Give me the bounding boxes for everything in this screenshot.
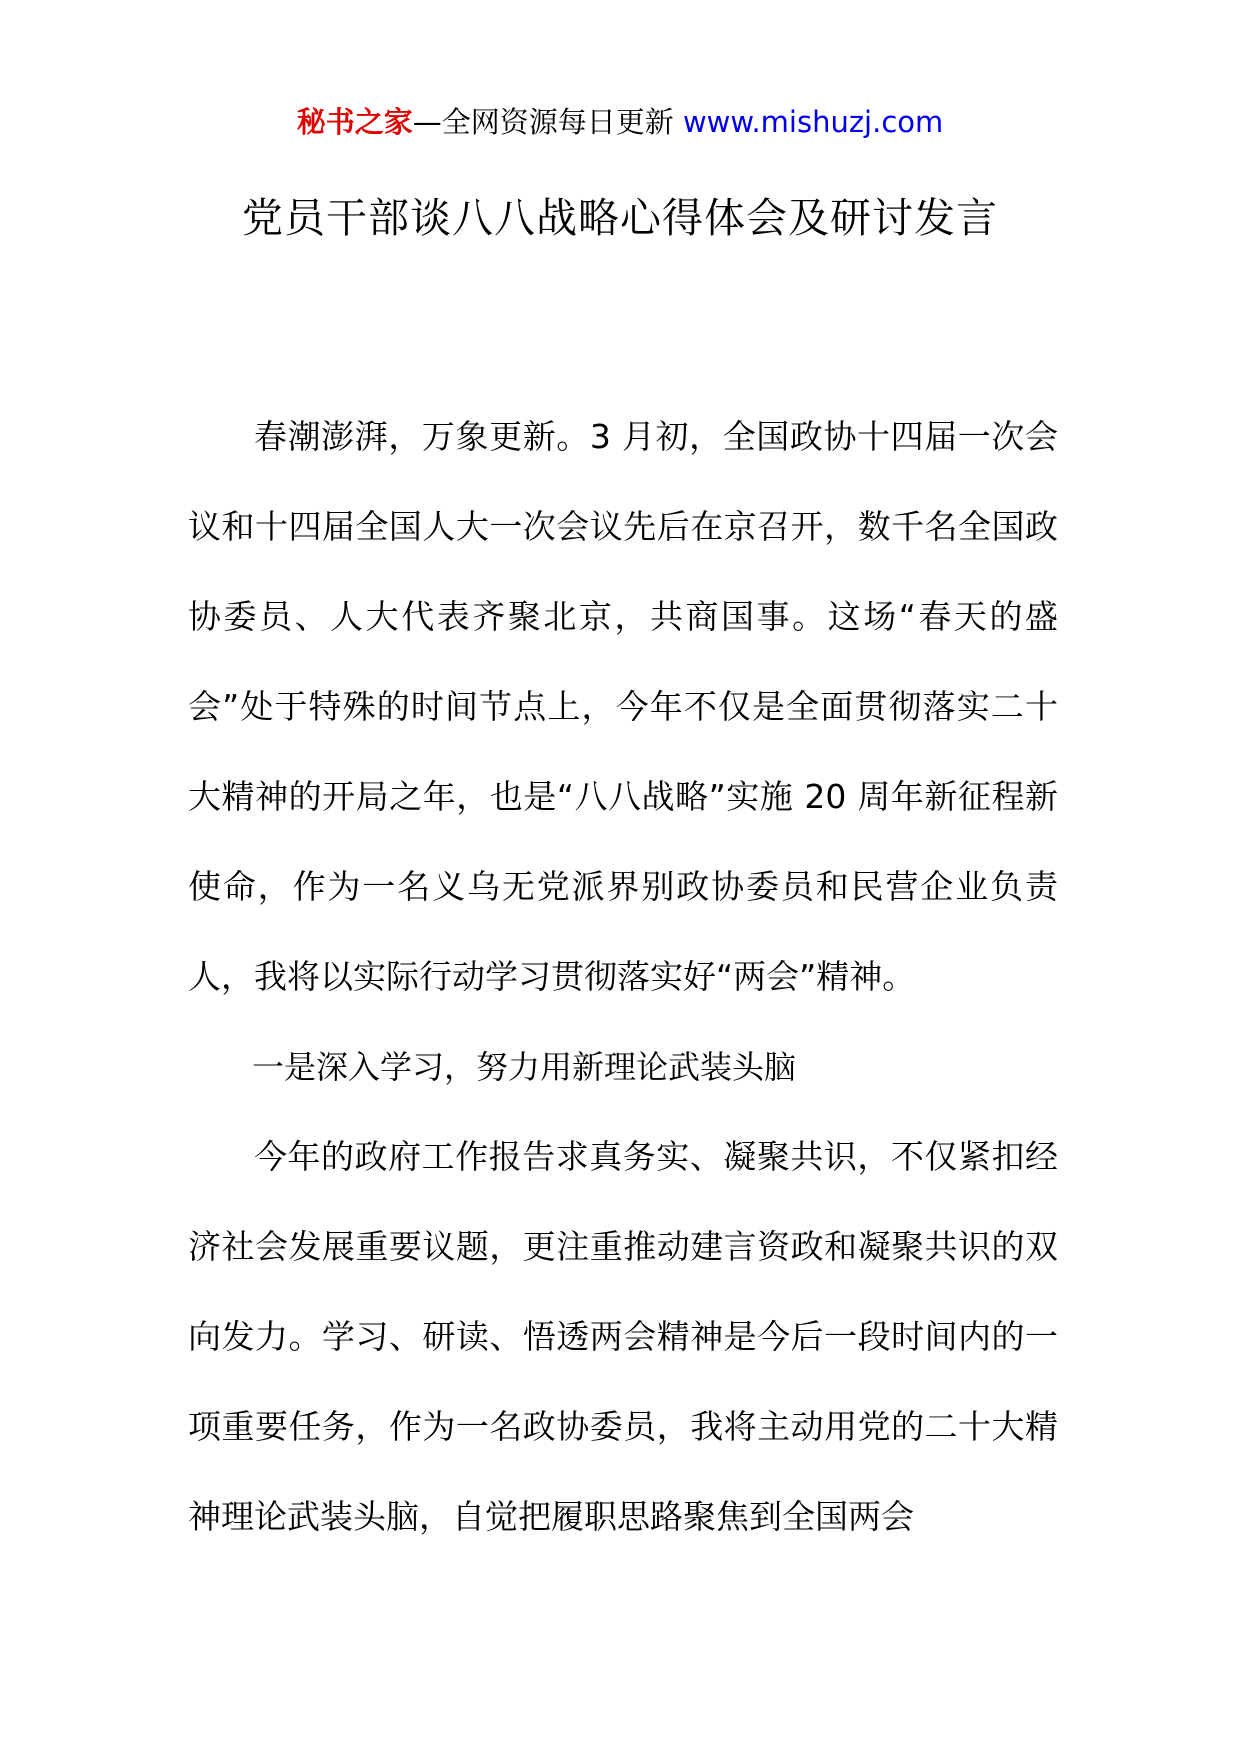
site-header	[0, 102, 1240, 142]
brand-name: 秘书之家	[296, 105, 413, 139]
section-heading-1: 一是深入学习，努力用新理论武装头脑	[252, 1048, 797, 1086]
document-body	[188, 392, 1058, 1562]
site-url-link[interactable]: www.mishuzj.com	[682, 105, 944, 139]
header-tagline: —全网资源每日更新	[412, 105, 683, 139]
paragraph-section-1: 今年的政府工作报告求真务实、凝聚共识，不仅紧扣经济社会发展重要议题，更注重推动建言资政和凝聚共识的双向发力。学习、研读、悟透两会精神是今后一段时间内的一项重要任务，作为一名政协委员，我将主动用党的二十大精神理论武装头脑，自觉把履职思路聚焦到全国两会	[188, 1137, 1058, 1536]
document-title: 党员干部谈八八战略心得体会及研讨发言	[242, 194, 998, 242]
paragraph-intro: 春潮澎湃，万象更新。3 月初，全国政协十四届一次会议和十四届全国人大一次会议先后在京召开，数千名全国政协委员、人大代表齐聚北京，共商国事。这场“春天的盛会”处于特殊的时间节点上，今年不仅是全面贯彻落实二十大精神的开局之年，也是“八八战略”实施 20 周年新征程新使命，作为一名义乌无党派界别政协委员和民营企业负责人，我将以实际行动学习贯彻落实好“两会”精神。	[188, 417, 1058, 996]
